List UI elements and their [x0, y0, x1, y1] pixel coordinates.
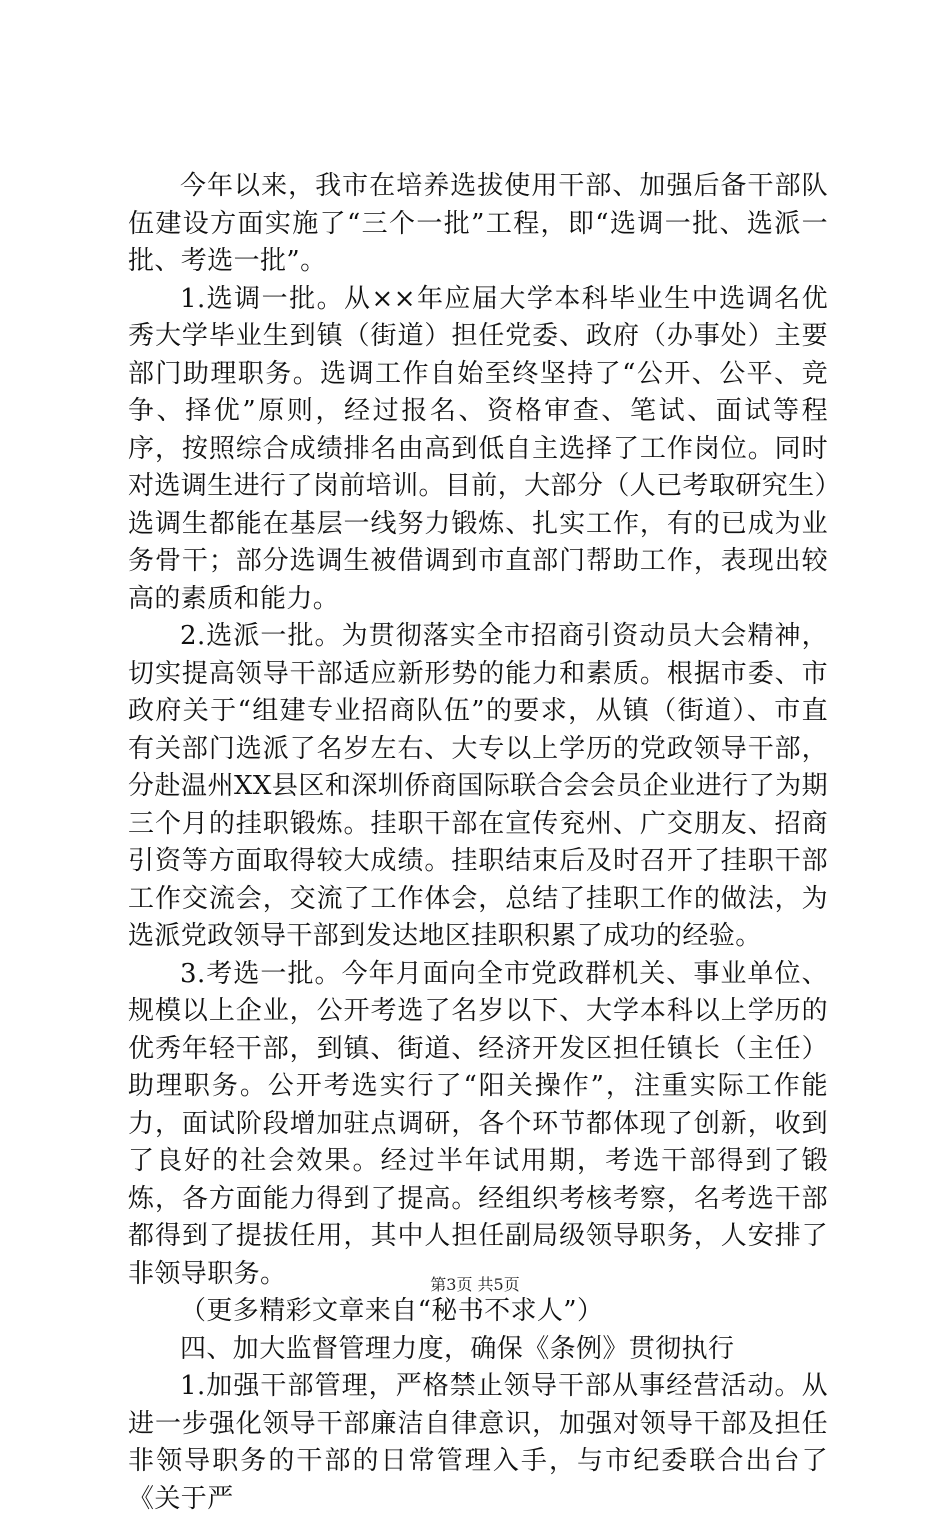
- section-heading-supervision: 四、加大监督管理力度，确保《条例》贯彻执行: [180, 1333, 735, 1364]
- paragraph-intro: 今年以来，我市在培养选拔使用干部、加强后备干部队伍建设方面实施了“三个一批”工程，即“选调一批、选派一批、考选一批”。: [128, 171, 828, 276]
- paragraph-selection-dispatch: 2.选派一批。为贯彻落实全市招商引资动员大会精神，切实提高领导干部适应新形势的能力和素质。根据市委、市政府关于“组建专业招商队伍”的要求，从镇（街道）、市直有关部门选派了名岁左右、大专以上学历的党政领导干部，分赴温州XX县区和深圳侨商国际联合会会员企业进行了为期三个月的挂职锻炼。挂职干部在宣传兖州、广交朋友、招商引资等方面取得较大成绩。挂职结束后及时召开了挂职干部工作交流会，交流了工作体会，总结了挂职工作的做法，为选派党政领导干部到发达地区挂职积累了成功的经验。: [128, 621, 828, 951]
- paragraph-selection-exam: 3.考选一批。今年月面向全市党政群机关、事业单位、规模以上企业，公开考选了名岁以下、大学本科以上学历的优秀年轻干部，到镇、街道、经济开发区担任镇长（主任）助理职务。公开考选实行了“阳关操作”，注重实际工作能力，面试阶段增加驻点调研，各个环节都体现了创新，收到了良好的社会效果。经过半年试用期，考选干部得到了锻炼，各方面能力得到了提高。经组织考核考察，名考选干部都得到了提拔任用，其中人担任副局级领导职务，人安排了非领导职务。: [128, 958, 828, 1289]
- page-footer: 第3页 共5页: [430, 1275, 520, 1294]
- paragraph-source-note: （更多精彩文章来自“秘书不求人”）: [180, 1296, 604, 1326]
- paragraph-selection-recruit: 1.选调一批。从××年应届大学本科毕业生中选调名优秀大学毕业生到镇（街道）担任党委、政府（办事处）主要部门助理职务。选调工作自始至终坚持了“公开、公平、竞争、择优”原则，经过报名、资格审查、笔试、面试等程序，按照综合成绩排名由高到低自主选择了工作岗位。同时对选调生进行了岗前培训。目前，大部分（人已考取研究生）选调生都能在基层一线努力锻炼、扎实工作，有的已成为业务骨干；部分选调生被借调到市直部门帮助工作，表现出较高的素质和能力。: [128, 283, 828, 614]
- document-body: [128, 168, 828, 1518]
- paragraph-cadre-management: 1.加强干部管理，严格禁止领导干部从事经营活动。从进一步强化领导干部廉洁自律意识，加强对领导干部及担任非领导职务的干部的日常管理入手，与市纪委联合出台了《关于严: [128, 1371, 828, 1514]
